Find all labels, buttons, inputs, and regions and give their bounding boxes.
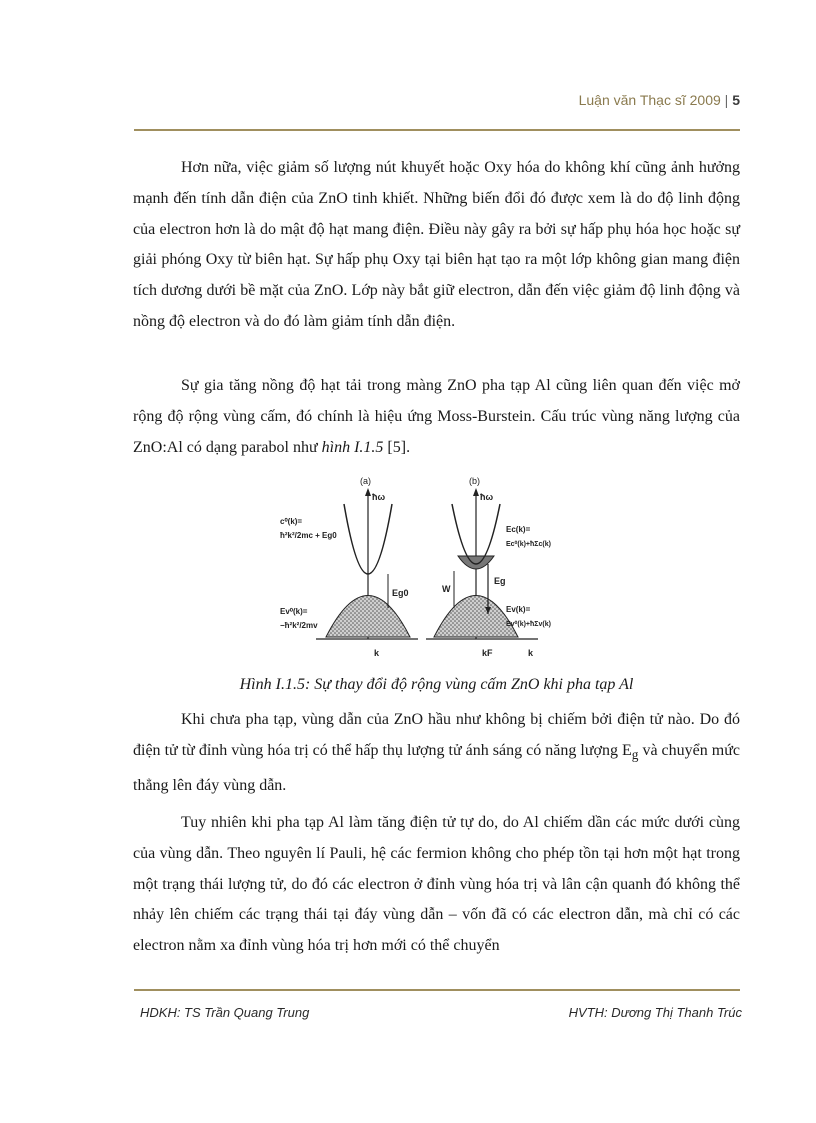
ec0-formula: ħ²k²/2mc + Eg0 xyxy=(280,531,337,540)
header-rule xyxy=(134,129,740,131)
k-label-b: k xyxy=(528,648,534,658)
ev0-formula: −ħ²k²/2mv xyxy=(280,621,318,630)
filled-states-b xyxy=(458,556,494,569)
arrow-up-icon xyxy=(365,488,371,496)
hw-label-a: ħω xyxy=(372,492,386,502)
footer-rule xyxy=(134,989,740,991)
eg-label: Eg xyxy=(494,576,506,586)
paragraph-3-text: Khi chưa pha tạp, vùng dẫn của ZnO hầu như không bị chiếm bởi điện tử nào. Do đó điện tử từ đỉnh vùng hóa trị có thể hấp thụ lượng tử ánh sáng có năng lượng E xyxy=(133,711,740,759)
footer-student: HVTH: Dương Thị Thanh Trúc xyxy=(568,1005,742,1020)
footer-advisor: HDKH: TS Trần Quang Trung xyxy=(140,1005,310,1020)
kf-label: kF xyxy=(482,648,493,658)
valence-band-a xyxy=(326,596,410,638)
ec-formula-b: Ec⁰(k)+ħΣc(k) xyxy=(506,541,551,548)
ec0-label: c⁰(k)= xyxy=(280,517,303,526)
hw-label-b: ħω xyxy=(480,492,494,502)
paragraph-4: Tuy nhiên khi pha tạp Al làm tăng điện tử tự do, do Al chiếm dần các mức dưới cùng của vùng dẫn. Theo nguyên lí Pauli, hệ các fermion không cho phép tồn tại hơn một hạt trong một trạng thái lượng tử, do đó các electron ở đỉnh vùng hóa trị và lân cận quanh đó không thể nhảy lên chiếm các trạng thái tại đáy vùng dẫn – vốn đã có các electron dẫn, mà chỉ có các electron nằm xa đỉnh vùng hóa trị hơn mới có thể chuyển xyxy=(133,814,740,955)
arrow-up-icon-b xyxy=(473,488,479,496)
w-label: W xyxy=(442,584,451,594)
paragraph-2-text: Sự gia tăng nồng độ hạt tải trong màng ZnO pha tạp Al cũng liên quan đến việc mở rộng độ rộng vùng cấm, đó chính là hiệu ứng Moss-Burstein. Cấu trúc vùng năng lượng của ZnO:Al có dạng parabol như xyxy=(133,377,740,456)
ec-label-b: Ec(k)= xyxy=(506,525,531,534)
paragraph-2 xyxy=(133,371,740,463)
paragraph-1: Hơn nữa, việc giảm số lượng nút khuyết hoặc Oxy hóa do không khí cũng ảnh hưởng mạnh đến tính dẫn điện của ZnO tinh khiết. Những biến đổi đó được xem là do độ linh động của electron hơn là do mật độ hạt mang điện. Điều này gây ra bởi sự hấp phụ hóa học hoặc sự giải phóng Oxy từ biên hạt. Sự hấp phụ Oxy tại biên hạt tạo ra một lớp không gian mang điện tích dương dưới bề mặt của ZnO. Lớp này bắt giữ electron, dẫn đến việc giảm độ linh động và nồng độ electron và do đó làm giảm tính dẫn điện. xyxy=(133,159,740,330)
page-header xyxy=(579,92,740,108)
header-title: Luận văn Thạc sĩ 2009 xyxy=(578,92,721,108)
panel-b-label: (b) xyxy=(469,476,480,486)
panel-a-label: (a) xyxy=(360,476,371,486)
ev-formula-b: Ev⁰(k)+ħΣv(k) xyxy=(506,621,551,628)
paragraph-3-end: và chuyển mức thẳng lên đáy vùng dẫn. xyxy=(133,741,740,794)
page-number: 5 xyxy=(732,92,740,108)
figure-reference: hình I.1.5 xyxy=(321,438,384,456)
header-separator: | xyxy=(724,92,729,108)
valence-band-b xyxy=(434,596,518,638)
eg0-label: Eg0 xyxy=(392,588,409,598)
ev-label-b: Ev(k)= xyxy=(506,605,531,614)
band-structure-figure xyxy=(276,474,551,664)
paragraph-3 xyxy=(133,705,740,802)
figure-caption: Hình I.1.5: Sự thay đổi độ rộng vùng cấm ZnO khi pha tạp Al xyxy=(239,676,634,693)
subscript-g: g xyxy=(631,746,639,762)
ev0-label: Ev⁰(k)= xyxy=(280,607,308,616)
k-label-a: k xyxy=(374,648,380,658)
citation: [5]. xyxy=(383,438,411,456)
